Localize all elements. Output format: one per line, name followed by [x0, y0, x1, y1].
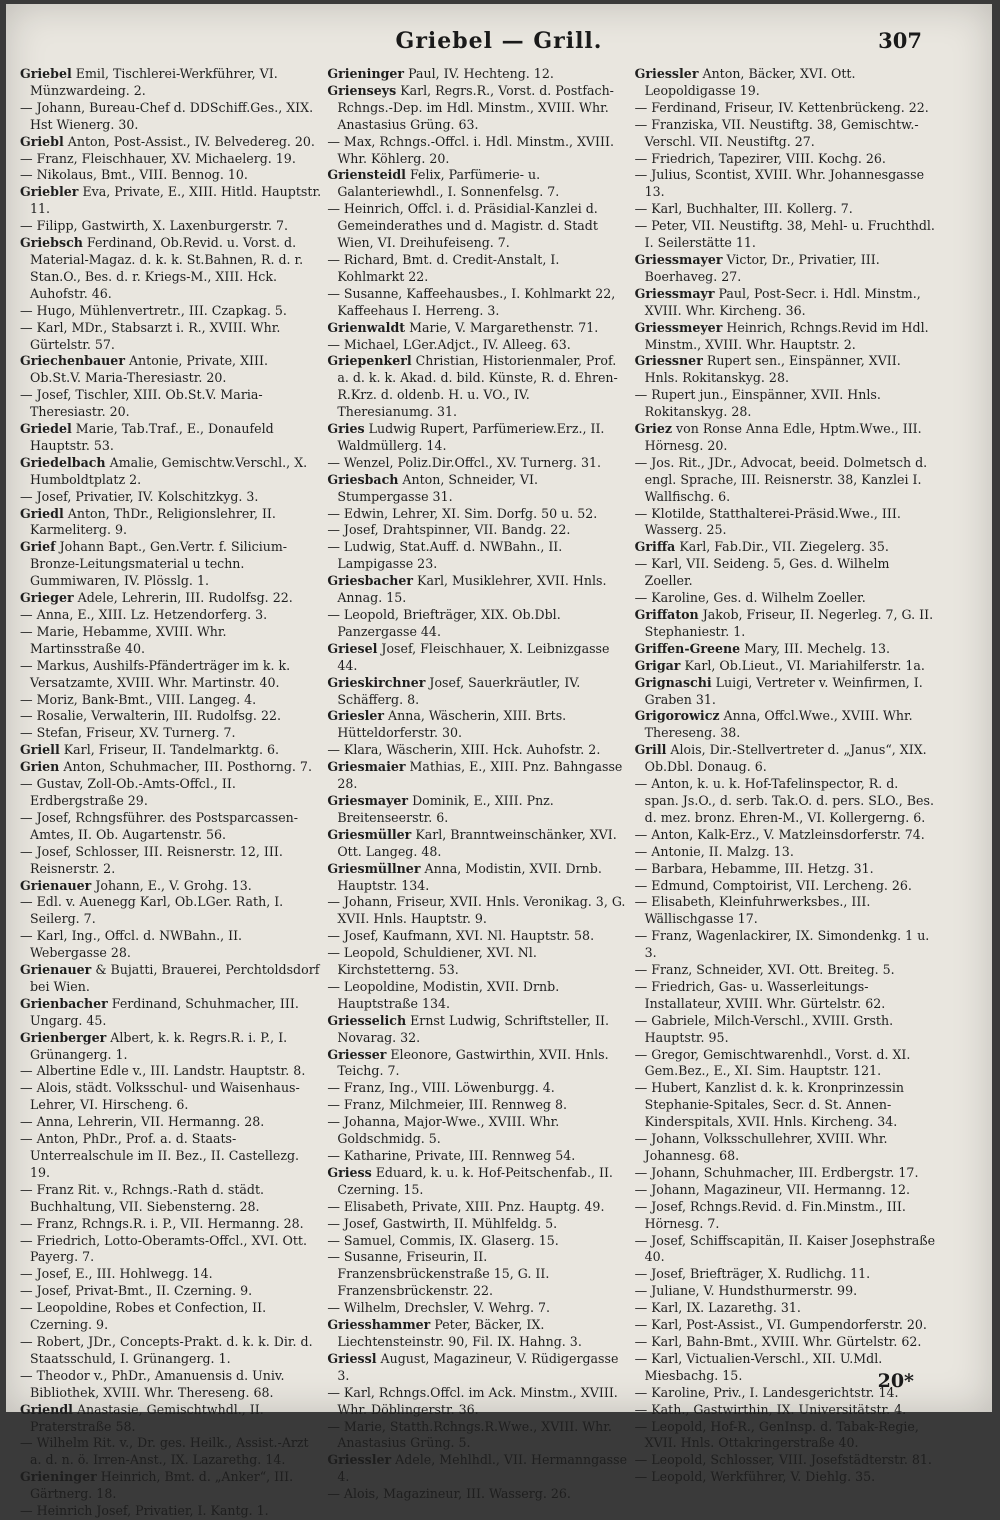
directory-column-1 [20, 66, 322, 1519]
entry-surname: Griessl [327, 1350, 377, 1366]
directory-entry: — Johann, Volksschullehrer, XVIII. Whr. Johannesg. 68. [634, 1131, 888, 1163]
entry-surname: Grignaschi [634, 674, 712, 690]
directory-entry: Griesmaier Mathias, E., XIII. Pnz. Bahngasse 28. [327, 759, 623, 792]
directory-entry: — Leopold, Schuldiener, XVI. Nl. Kirchstetterng. 53. [327, 945, 537, 978]
directory-entry: — Ferdinand, Friseur, IV. Kettenbrückeng. 22. [634, 99, 929, 115]
directory-entry: — Josef, Gastwirth, II. Mühlfeldg. 5. [327, 1215, 558, 1231]
entry-surname: Griensteidl [327, 167, 406, 183]
entry-surname: Griessler [634, 66, 699, 81]
page-title: Griebel — Grill. [395, 28, 603, 54]
directory-page [6, 4, 992, 1519]
directory-entry: Griesmayer Dominik, E., XIII. Pnz. Breitenseerstr. 6. [327, 792, 554, 825]
directory-entry: Griessmeyer Heinrich, Rchngs.Revid im Hdl. Minstm., XVIII. Whr. Hauptstr. 2. [634, 319, 929, 352]
directory-entry: — Karl, VII. Seideng. 5, Ges. d. Wilhelm Zoeller. [634, 556, 890, 589]
directory-entry: — Anna, Lehrerin, VII. Hermanng. 28. [20, 1114, 265, 1130]
entry-surname: Grigorowicz [634, 708, 720, 724]
entry-surname: Griffen-Greene [634, 640, 741, 656]
directory-entry: Griesselich Ernst Ludwig, Schriftsteller, II. Novarag. 32. [327, 1012, 610, 1045]
directory-entry: Griedl Anton, ThDr., Religionslehrer, II. Karmeliterg. 9. [20, 505, 276, 538]
directory-entry: — Leopold, Hof-R., GenInsp. d. Tabak-Regie, XVII. Hnls. Ottakringerstraße 40. [634, 1418, 919, 1451]
directory-entry: — Elisabeth, Private, XIII. Pnz. Hauptg. 49. [327, 1198, 605, 1214]
directory-entry: Griebler Eva, Private, E., XIII. Hitld. Hauptstr. 11. [20, 184, 322, 217]
directory-entry: — Josef, Drahtspinner, VII. Bandg. 22. [327, 522, 571, 538]
directory-entry: — Josef, Briefträger, X. Rudlichg. 11. [634, 1266, 871, 1282]
entry-surname: Griesmaier [327, 759, 406, 775]
directory-entry: — Julius, Scontist, XVIII. Whr. Johannesgasse 13. [634, 167, 925, 200]
directory-entry: — Samuel, Commis, IX. Glaserg. 15. [327, 1232, 559, 1248]
directory-entry: Griessmayer Victor, Dr., Privatier, III. Boerhaveg. 27. [634, 251, 880, 284]
entry-surname: Griez [634, 421, 672, 437]
directory-entry: Griess Eduard, k. u. k. Hof-Peitschenfab., II. Czerning. 15. [327, 1164, 613, 1197]
directory-entry: — Karl, Buchhalter, III. Kollerg. 7. [634, 201, 853, 217]
directory-entry: — Leopold, Briefträger, XIX. Ob.Dbl. Panzergasse 44. [327, 607, 561, 639]
directory-entry: — Karl, Victualien-Verschl., XII. U.Mdl. Miesbachg. 15. [634, 1350, 883, 1383]
directory-entry: — Moriz, Bank-Bmt., VIII. Langeg. 4. [20, 691, 257, 707]
entry-surname: Grienberger [20, 1029, 107, 1045]
directory-entry: — Klotilde, Statthalterei-Präsid.Wwe., III. Wasserg. 25. [634, 505, 901, 538]
directory-entry: — Anna, E., XIII. Lz. Hetzendorferg. 3. [20, 607, 268, 622]
directory-entry: Griechenbauer Antonie, Private, XIII. Ob.St.V. Maria-Theresiastr. 20. [20, 353, 268, 386]
directory-entry: Griesmüllner Anna, Modistin, XVII. Drnb. Hauptstr. 134. [327, 860, 602, 893]
directory-entry: — Franz, Wagenlackirer, IX. Simondenkg. 1 u. 3. [634, 928, 930, 961]
directory-entry: Grigar Karl, Ob.Lieut., VI. Mariahilferstr. 1a. [634, 657, 925, 673]
directory-entry: — Jos. Rit., JDr., Advocat, beeid. Dolmetsch d. engl. Sprache, III. Reisnerstr. 38, Kanzlei I. Wallfischg. 6. [634, 454, 928, 504]
entry-surname: Griebler [20, 184, 79, 200]
directory-entry: Griesser Eleonore, Gastwirthin, XVII. Hnls. Teichg. 7. [327, 1046, 609, 1079]
directory-column-3 [634, 66, 936, 1485]
directory-entry: — Theodor v., PhDr., Amanuensis d. Univ. Bibliothek, XVIII. Whr. Thereseng. 68. [20, 1367, 285, 1400]
directory-entry: Grienauer & Bujatti, Brauerei, Perchtoldsdorf bei Wien. [20, 962, 320, 994]
entry-surname: Griedl [20, 505, 64, 521]
directory-entry: — Karl, Rchngs.Offcl. im Ack. Minstm., XVIII. Whr. Döblingerstr. 36. [327, 1384, 618, 1417]
directory-entry: — Heinrich, Offcl. i. d. Präsidial-Kanzlei d. Gemeinderathes und d. Magistr. d. Stadt Wien, VI. Dreihufeiseng. 7. [327, 201, 598, 251]
directory-entry: Griebl Anton, Post-Assist., IV. Belvedereg. 20. [20, 133, 315, 149]
directory-columns [20, 66, 936, 1519]
directory-entry: Grieninger Paul, IV. Hechteng. 12. [327, 66, 554, 81]
directory-entry: — Wilhelm, Drechsler, V. Wehrg. 7. [327, 1300, 551, 1316]
directory-entry: — Johanna, Major-Wwe., XVIII. Whr. Goldschmidg. 5. [327, 1114, 560, 1147]
entry-surname: Grigar [634, 657, 681, 673]
directory-entry: — Antonie, II. Malzg. 13. [634, 843, 794, 859]
directory-entry: — Johann, Bureau-Chef d. DDSchiff.Ges., XIX. Hst Wienerg. 30. [20, 99, 314, 132]
directory-entry: — Richard, Bmt. d. Credit-Anstalt, I. Kohlmarkt 22. [327, 251, 560, 284]
directory-entry: Griensteidl Felix, Parfümerie- u. Galanteriewhdl., I. Sonnenfelsg. 7. [327, 167, 560, 200]
directory-entry: — Franz Rit. v., Rchngs.-Rath d. städt. Buchhaltung, VII. Siebensterng. 28. [20, 1181, 265, 1214]
directory-entry: Griebel Emil, Tischlerei-Werkführer, VI. Münzwardeing. 2. [20, 66, 278, 98]
directory-entry: — Ludwig, Stat.Auff. d. NWBahn., II. Lampigasse 23. [327, 539, 563, 572]
directory-entry: — Johann, Friseur, XVII. Hnls. Veronikag. 3, G. XVII. Hnls. Hauptstr. 9. [327, 894, 626, 927]
entry-surname: Griffa [634, 539, 676, 555]
directory-entry: — Robert, JDr., Concepts-Prakt. d. k. k. Dir. d. Staatsschuld, I. Grünangerg. 1. [20, 1333, 313, 1366]
directory-entry: — Johann, Magazineur, VII. Hermanng. 12. [634, 1181, 910, 1197]
directory-entry: — Marie, Hebamme, XVIII. Whr. Martinsstraße 40. [20, 623, 227, 656]
directory-entry: Griesler Anna, Wäscherin, XIII. Brts. Hütteldorferstr. 30. [327, 708, 567, 741]
directory-entry: Griessmayr Paul, Post-Secr. i. Hdl. Minstm., XVIII. Whr. Kircheng. 36. [634, 285, 921, 318]
directory-entry: — Nikolaus, Bmt., VIII. Bennog. 10. [20, 167, 248, 183]
page-number: 307 [878, 28, 922, 53]
directory-entry: — Friedrich, Tapezirer, VIII. Kochg. 26. [634, 150, 886, 166]
directory-entry: — Albertine Edle v., III. Landstr. Hauptstr. 8. [20, 1063, 306, 1079]
entry-surname: Griebsch [20, 235, 83, 251]
directory-entry: Grigorowicz Anna, Offcl.Wwe., XVIII. Whr. Thereseng. 38. [634, 708, 913, 741]
directory-entry: Grien Anton, Schuhmacher, III. Posthorng. 7. [20, 759, 312, 775]
entry-surname: Griess [327, 1164, 372, 1180]
directory-entry: Griez von Ronse Anna Edle, Hptm.Wwe., III. Hörnesg. 20. [634, 421, 922, 453]
directory-entry: — Karl, Post-Assist., VI. Gumpendorferstr. 20. [634, 1317, 927, 1333]
directory-entry: Griepenkerl Christian, Historienmaler, Prof. a. d. k. k. Akad. d. bild. Künste, R. d. Ehren-R.Krz. d. oldenb. H. u. VO., IV. Theresianumg. 31. [327, 353, 618, 420]
directory-entry: — Stefan, Friseur, XV. Turnerg. 7. [20, 725, 236, 741]
directory-entry: Griessler Anton, Bäcker, XVI. Ott. Leopoldigasse 19. [634, 66, 856, 98]
directory-entry: Griesbacher Karl, Musiklehrer, XVII. Hnls. Annag. 15. [327, 573, 607, 606]
entry-surname: Griesel [327, 640, 378, 656]
directory-entry: Griendl Anastasie, Gemischtwhdl., II. Praterstraße 58. [20, 1401, 264, 1434]
directory-entry: — Wenzel, Poliz.Dir.Offcl., XV. Turnerg. 31. [327, 454, 601, 470]
directory-entry: Griffaton Jakob, Friseur, II. Negerleg. 7, G. II. Stephaniestr. 1. [634, 607, 934, 639]
directory-entry: — Friedrich, Gas- u. Wasserleitungs-Installateur, XVIII. Whr. Gürtelstr. 62. [634, 978, 886, 1011]
directory-entry: — Anton, k. u. k. Hof-Tafelinspector, R. d. span. Js.O., d. serb. Tak.O. d. pers. SLO., Bes. d. mez. bronz. Ehren-M., VI. Kollergerng. 6. [634, 776, 934, 825]
directory-entry: — Gustav, Zoll-Ob.-Amts-Offcl., II. Erdbergstraße 29. [20, 776, 236, 808]
directory-entry: — Gabriele, Milch-Verschl., XVIII. Grsth. Hauptstr. 95. [634, 1012, 894, 1045]
directory-entry: Griesbach Anton, Schneider, VI. Stumpergasse 31. [327, 471, 538, 504]
directory-entry: — Edl. v. Auenegg Karl, Ob.LGer. Rath, I. Seilerg. 7. [20, 894, 284, 927]
directory-entry: — Heinrich Josef, Privatier, I. Kantg. 1. [20, 1503, 269, 1519]
entry-surname: Grienauer [20, 962, 92, 978]
entry-surname: Griesmayer [327, 792, 409, 808]
entry-surname: Griesshammer [327, 1317, 431, 1333]
entry-surname: Griffaton [634, 607, 699, 622]
directory-entry: Griell Karl, Friseur, II. Tandelmarktg. 6. [20, 742, 279, 758]
directory-entry: — Wilhelm Rit. v., Dr. ges. Heilk., Assist.-Arzt a. d. n. ö. Irren-Anst., IX. Lazarethg. 14. [20, 1435, 309, 1468]
entry-surname: Griesmüllner [327, 860, 421, 876]
entry-surname: Griebel [20, 66, 72, 81]
entry-surname: Grill [634, 742, 667, 758]
directory-entry: — Josef, Tischler, XIII. Ob.St.V. Maria-Theresiastr. 20. [20, 387, 263, 420]
directory-entry: Griesmüller Karl, Branntweinschänker, XVI. Ott. Langeg. 48. [327, 826, 617, 859]
directory-entry: — Edwin, Lehrer, XI. Sim. Dorfg. 50 u. 52. [327, 505, 598, 521]
directory-entry: Griebsch Ferdinand, Ob.Revid. u. Vorst. d. Material-Magaz. d. k. k. St.Bahnen, R. d. r. Stan.O., Bes. d. r. Kriegs-M., XIII. Hck. Auhofstr. 46. [20, 235, 304, 301]
entry-surname: Griebl [20, 133, 64, 149]
directory-entry: Grienwaldt Marie, V. Margarethenstr. 71. [327, 319, 599, 335]
directory-entry: — Karoline, Priv., I. Landesgerichtstr. 14. [634, 1384, 899, 1400]
entry-surname: Griessmeyer [634, 319, 723, 335]
directory-entry: Griessner Rupert sen., Einspänner, XVII. Hnls. Rokitanskyg. 28. [634, 353, 901, 386]
directory-entry: — Susanne, Kaffeehausbes., I. Kohlmarkt 22, Kaffeehaus I. Herreng. 3. [327, 285, 616, 318]
directory-entry: — Franz, Rchngs.R. i. P., VII. Hermanng. 28. [20, 1215, 304, 1231]
directory-entry: Grienseys Karl, Regrs.R., Vorst. d. Postfach-Rchngs.-Dep. im Hdl. Minstm., XVIII. Whr. Anastasius Grüng. 63. [327, 82, 614, 132]
directory-entry: Griedelbach Amalie, Gemischtw.Verschl., X. Humboldtplatz 2. [20, 454, 308, 487]
entry-surname: Grieger [20, 590, 74, 606]
directory-entry: — Michael, LGer.Adjct., IV. Alleeg. 63. [327, 336, 571, 352]
entry-surname: Grienauer [20, 877, 92, 893]
entry-surname: Griessmayr [634, 285, 715, 301]
entry-surname: Grienwaldt [327, 319, 406, 335]
directory-entry: Grief Johann Bapt., Gen.Vertr. f. Silicium-Bronze-Leitungsmaterial u techn. Gummiwaren, IV. Plösslg. 1. [20, 539, 288, 589]
directory-entry: — Karl, Bahn-Bmt., XVIII. Whr. Gürtelstr. 62. [634, 1333, 922, 1349]
directory-entry: — Rosalie, Verwalterin, III. Rudolfsg. 22. [20, 708, 281, 724]
directory-entry: — Franz, Milchmeier, III. Rennweg 8. [327, 1097, 567, 1113]
directory-entry: — Josef, Rchngsführer. des Postsparcassen-Amtes, II. Ob. Augartenstr. 56. [20, 809, 299, 842]
directory-entry: — Peter, VII. Neustiftg. 38, Mehl- u. Fruchthdl. I. Seilerstätte 11. [634, 218, 935, 251]
directory-entry: Grill Alois, Dir.-Stellvertreter d. „Janus“, XIX. Ob.Dbl. Donaug. 6. [634, 742, 927, 775]
entry-surname: Griechenbauer [20, 353, 125, 369]
directory-entry: — Leopold, Werkführer, V. Diehlg. 35. [634, 1469, 876, 1485]
directory-entry: — Markus, Aushilfs-Pfänderträger im k. k. Versatzamte, XVIII. Whr. Martinstr. 40. [20, 657, 291, 690]
entry-surname: Griessmayer [634, 251, 723, 267]
directory-entry: Griessl August, Magazineur, V. Rüdigergasse 3. [327, 1350, 619, 1383]
directory-entry: Grienberger Albert, k. k. Regrs.R. i. P., I. Grünangerg. 1. [20, 1029, 288, 1062]
directory-entry: — Friedrich, Lotto-Oberamts-Offcl., XVI. Ott. Payerg. 7. [20, 1232, 307, 1265]
entry-surname: Griedel [20, 421, 72, 437]
entry-surname: Grienseys [327, 82, 397, 98]
directory-entry: Grieger Adele, Lehrerin, III. Rudolfsg. 22. [20, 590, 293, 606]
directory-entry: — Josef, Rchngs.Revid. d. Fin.Minstm., III. Hörnesg. 7. [634, 1198, 906, 1231]
directory-entry: Grieninger Heinrich, Bmt. d. „Anker“, III. Gärtnerg. 18. [20, 1469, 294, 1502]
directory-entry: — Barbara, Hebamme, III. Hetzg. 31. [634, 860, 874, 876]
entry-surname: Grieninger [20, 1469, 97, 1485]
directory-entry: Griesshammer Peter, Bäcker, IX. Liechtensteinstr. 90, Fil. IX. Hahng. 3. [327, 1317, 582, 1349]
directory-entry: Gries Ludwig Rupert, Parfümeriew.Erz., II. Waldmüllerg. 14. [327, 421, 605, 453]
entry-surname: Griesbacher [327, 573, 414, 589]
directory-entry: — Leopoldine, Modistin, XVII. Drnb. Hauptstraße 134. [327, 978, 560, 1011]
entry-surname: Griesselich [327, 1012, 407, 1028]
directory-entry: — Kath., Gastwirthin, IX. Universitätstr. 4. [634, 1401, 907, 1417]
directory-entry: — Alois, Magazineur, III. Wasserg. 26. [327, 1486, 571, 1502]
directory-entry: — Josef, Privat-Bmt., II. Czerning. 9. [20, 1283, 253, 1299]
directory-entry: — Anton, Kalk-Erz., V. Matzleinsdorferstr. 74. [634, 826, 925, 842]
entry-surname: Griesbach [327, 471, 399, 487]
directory-entry: — Susanne, Friseurin, II. Franzensbrückenstraße 15, G. II. Franzensbrückenstr. 22. [327, 1249, 550, 1299]
entry-surname: Griesler [327, 708, 385, 724]
directory-entry: — Karoline, Ges. d. Wilhelm Zoeller. [634, 590, 866, 606]
directory-entry: Griesel Josef, Fleischhauer, X. Leibnizgasse 44. [327, 640, 610, 673]
directory-entry: — Hugo, Mühlenvertretr., III. Czapkag. 5. [20, 302, 287, 318]
entry-surname: Griedelbach [20, 454, 106, 470]
directory-entry: — Gregor, Gemischtwarenhdl., Vorst. d. XI. Gem.Bez., E., XI. Sim. Hauptstr. 121. [634, 1046, 911, 1079]
directory-column-2 [327, 66, 628, 1502]
directory-entry: — Anton, PhDr., Prof. a. d. Staats-Unterrealschule im II. Bez., II. Castellezg. 19. [20, 1131, 300, 1180]
entry-surname: Griell [20, 742, 60, 758]
sheet-signature: 20* [877, 1370, 914, 1392]
directory-entry: — Karl, IX. Lazarethg. 31. [634, 1300, 801, 1316]
directory-entry: — Hubert, Kanzlist d. k. k. Kronprinzessin Stephanie-Spitales, Secr. d. St. Annen-Kinderspitals, XVII. Hnls. Kircheng. 34. [634, 1080, 905, 1130]
directory-entry: — Juliane, V. Hundsthurmerstr. 99. [634, 1283, 858, 1299]
directory-entry: — Elisabeth, Kleinfuhrwerksbes., III. Wällischgasse 17. [634, 894, 871, 927]
directory-entry: — Filipp, Gastwirth, X. Laxenburgerstr. 7. [20, 218, 289, 234]
entry-surname: Griessler [327, 1452, 392, 1468]
entry-surname: Griesser [327, 1046, 387, 1062]
directory-entry: — Johann, Schuhmacher, III. Erdbergstr. 17. [634, 1164, 919, 1180]
directory-entry: Grienauer Johann, E., V. Grohg. 13. [20, 877, 252, 893]
directory-entry: Griffen-Greene Mary, III. Mechelg. 13. [634, 640, 891, 656]
entry-surname: Grieskirchner [327, 674, 426, 690]
directory-entry: — Josef, Schiffscapitän, II. Kaiser Josephstraße 40. [634, 1232, 936, 1265]
directory-entry: — Alois, städt. Volksschul- und Waisenhaus-Lehrer, VI. Hirscheng. 6. [20, 1080, 300, 1113]
directory-entry: Grieskirchner Josef, Sauerkräutler, IV. Schäfferg. 8. [327, 674, 581, 707]
page-header [6, 28, 992, 64]
directory-entry: — Max, Rchngs.-Offcl. i. Hdl. Minstm., XVIII. Whr. Köhlerg. 20. [327, 133, 614, 166]
directory-entry: Griffa Karl, Fab.Dir., VII. Ziegelerg. 35. [634, 539, 889, 555]
directory-entry: — Edmund, Comptoirist, VII. Lercheng. 26. [634, 877, 912, 893]
directory-entry: Griedel Marie, Tab.Traf., E., Donaufeld Hauptstr. 53. [20, 421, 274, 453]
directory-entry: — Karl, MDr., Stabsarzt i. R., XVIII. Whr. Gürtelstr. 57. [20, 319, 281, 352]
directory-entry: — Josef, E., III. Hohlwegg. 14. [20, 1266, 213, 1282]
entry-surname: Grien [20, 759, 60, 775]
entry-surname: Griessner [634, 353, 703, 369]
directory-entry: — Franziska, VII. Neustiftg. 38, Gemischtw.-Verschl. VII. Neustiftg. 27. [634, 116, 919, 149]
entry-surname: Grienbacher [20, 995, 108, 1011]
directory-entry: — Marie, Statth.Rchngs.R.Wwe., XVIII. Whr. Anastasius Grüng. 5. [327, 1418, 612, 1451]
directory-entry: Grienbacher Ferdinand, Schuhmacher, III. Ungarg. 45. [20, 995, 299, 1028]
entry-surname: Griesmüller [327, 826, 412, 842]
directory-entry: — Karl, Ing., Offcl. d. NWBahn., II. Webergasse 28. [20, 928, 243, 961]
directory-entry: — Rupert jun., Einspänner, XVII. Hnls. Rokitanskyg. 28. [634, 387, 881, 420]
directory-entry: — Franz, Schneider, XVI. Ott. Breiteg. 5. [634, 962, 895, 978]
directory-entry: Grignaschi Luigi, Vertreter v. Weinfirmen, I. Graben 31. [634, 674, 923, 707]
directory-entry: — Franz, Ing., VIII. Löwenburgg. 4. [327, 1080, 555, 1096]
directory-entry: — Katharine, Private, III. Rennweg 54. [327, 1148, 576, 1163]
entry-surname: Grief [20, 539, 56, 555]
directory-entry: — Klara, Wäscherin, XIII. Hck. Auhofstr. 2. [327, 742, 601, 758]
directory-entry: Griessler Adele, Mehlhdl., VII. Hermanngasse 4. [327, 1452, 628, 1485]
directory-entry: — Leopoldine, Robes et Confection, II. Czerning. 9. [20, 1300, 267, 1333]
entry-surname: Griendl [20, 1401, 73, 1417]
entry-surname: Gries [327, 421, 365, 437]
directory-entry: — Josef, Schlosser, III. Reisnerstr. 12, III. Reisnerstr. 2. [20, 843, 283, 876]
directory-entry: — Franz, Fleischhauer, XV. Michaelerg. 19. [20, 150, 296, 166]
entry-surname: Grieninger [327, 66, 405, 81]
directory-entry: — Josef, Privatier, IV. Kolschitzkyg. 3. [20, 488, 259, 504]
directory-entry: — Josef, Kaufmann, XVI. Nl. Hauptstr. 58. [327, 928, 595, 944]
entry-surname: Griepenkerl [327, 353, 412, 369]
directory-entry: — Leopold, Schlosser, VIII. Josefstädterstr. 81. [634, 1452, 932, 1468]
